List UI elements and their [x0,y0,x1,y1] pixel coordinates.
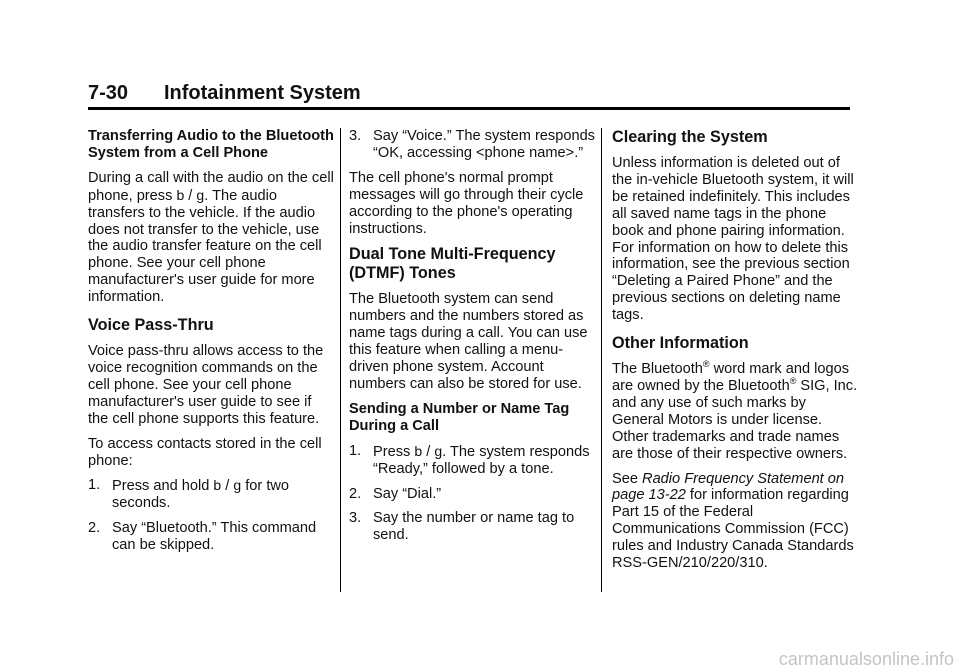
slash-separator: / [422,443,435,460]
list-item [88,520,334,554]
paragraph-radio-frequency [612,471,858,572]
list-number: 2. [349,485,362,502]
phone-icon: b [213,477,222,494]
list-number: 1. [349,442,362,459]
text-fragment: for two seconds. [112,478,290,512]
column-3 [612,128,858,580]
voice-icon: g [196,186,205,203]
phone-icon: b [414,442,423,459]
text-fragment: Say “Bluetooth.” This command can be skipped. [112,520,317,554]
text-fragment: Say “Voice.” The system responds “OK, accessing <phone name>.” [373,128,595,161]
voice-icon: g [434,442,443,459]
list-item [88,477,334,512]
paragraph-clearing-system: Unless information is deleted out of the in-vehicle Bluetooth system, it will be retained indefinitely. This includes all saved name tags in the phone book and phone pairing information. For information on how to delete this information, see the previous section “Deleting a Paired Phone” and the previous sections on deleting name tags. [612,155,854,324]
heading-voice-pass-thru: Voice Pass-Thru [88,316,214,335]
registered-mark: ® [702,359,710,370]
registered-mark: ® [789,376,797,387]
voice-icon: g [233,477,242,494]
list-number: 1. [88,477,101,494]
text-fragment: . The system responds “Ready,” followed by a tone. [373,443,590,477]
heading-other-information: Other Information [612,334,749,353]
column-2 [349,128,599,552]
slash-separator: / [184,187,197,204]
list-item [349,510,599,544]
text-fragment: Say “Dial.” [373,485,442,502]
page-number: 7-30 [88,82,129,104]
heading-dtmf-tones: Dual Tone Multi-Frequency (DTMF) Tones [349,245,556,283]
text-fragment: The Bluetooth [612,361,703,378]
text-fragment: for information regarding Part 15 of the Federal Communications Commission (FCC) rules and Industry Canada Standards RSS-GEN/210/220/310. [612,487,854,572]
text-fragment: Say the number or name tag to send. [373,510,575,544]
paragraph-voice-pass-thru: Voice pass-thru allows access to the voice recognition commands on the cell phone. See your cell phone manufacturer's user guide to see if the cell phone supports this feature. [88,343,324,427]
section-title: Infotainment System [164,82,361,104]
watermark: carmanualsonline.info [778,649,954,669]
list-number: 3. [349,128,362,144]
phone-icon: b [176,186,185,203]
text-fragment: See [612,470,643,487]
text-fragment: During a call with the audio on the cell phone, press [88,169,334,204]
page-header [88,83,850,110]
list-number: 2. [88,520,101,537]
text-fragment: Press and hold [112,478,210,495]
column-divider-2 [601,128,602,592]
column-1 [88,128,334,562]
text-fragment: Press [373,443,411,460]
paragraph-prompt-messages: The cell phone's normal prompt messages will go through their cycle according to the phone's operating instructions. [349,169,584,237]
slash-separator: / [221,478,234,495]
paragraph-other-information [612,361,858,462]
cross-reference-link[interactable]: Radio Frequency Statement on page 13-22 [612,470,845,504]
heading-clearing-system: Clearing the System [612,128,768,146]
list-item [349,486,599,503]
text-fragment: . The audio transfers to the vehicle. If the audio does not transfer to the vehicle, use the audio transfer feature on the cell phone. See your cell phone manufacturer's user guide for more information. [88,187,322,306]
paragraph-transfer-audio [88,170,334,306]
text-fragment: SIG, Inc. and any use of such marks by General Motors is under license. Other trademarks and trade names are those of their respective owners. [612,377,858,462]
list-item [349,443,599,478]
text-fragment: word mark and logos are owned by the Bluetooth [612,361,850,394]
subheading-transferring-audio: Transferring Audio to the Bluetooth System from a Cell Phone [88,128,334,161]
column-divider-1 [340,128,341,592]
subheading-sending-number: Sending a Number or Name Tag During a Call [349,400,570,434]
list-number: 3. [349,510,362,527]
list-item [349,128,599,162]
paragraph-access-contacts: To access contacts stored in the cell phone: [88,435,322,469]
paragraph-dtmf: The Bluetooth system can send numbers and the numbers stored as name tags during a call. You can use this feature when calling a menu-driven phone system. Account numbers can also be stored for use. [349,291,588,392]
